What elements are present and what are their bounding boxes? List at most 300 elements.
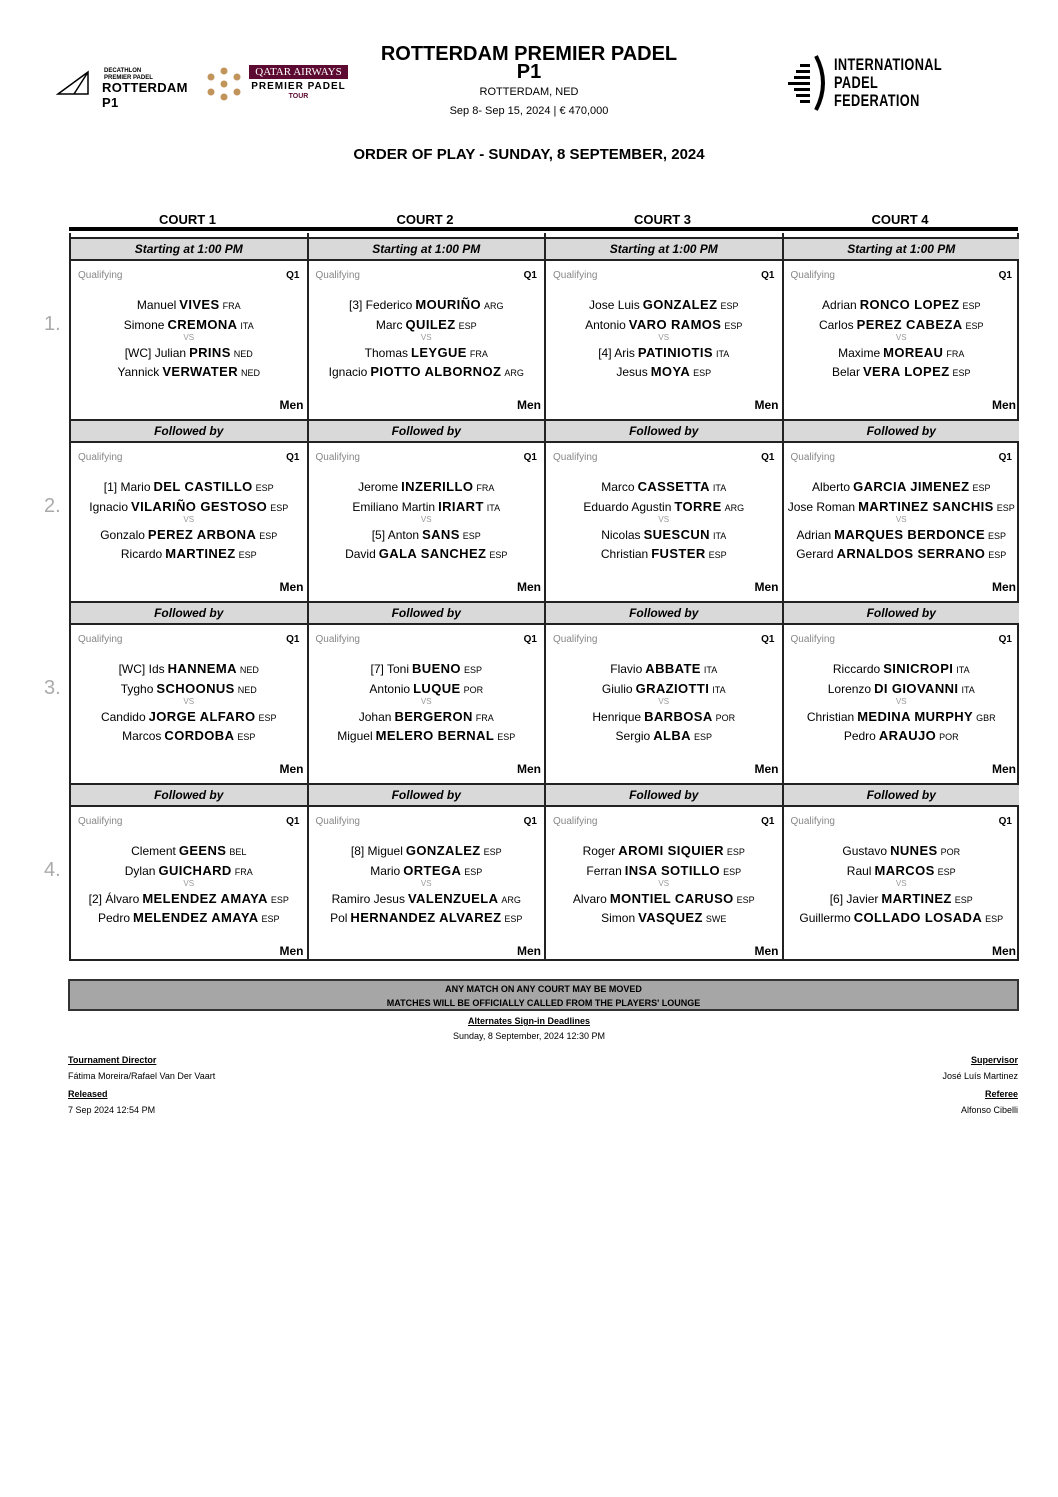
- ipf-ball-icon: [786, 54, 830, 112]
- player-first-name: Gustavo: [842, 844, 888, 858]
- player-first-name: Emiliano Martin: [352, 500, 436, 514]
- draw-type: Qualifying: [553, 816, 598, 827]
- followed-by-bar: Followed by: [71, 419, 307, 443]
- tournament-dates-prize: Sep 8- Sep 15, 2024 | € 470,000: [449, 105, 609, 117]
- player-first-name: Ricardo: [120, 547, 163, 561]
- player-nationality: ESP: [458, 321, 477, 331]
- player-first-name: Federico: [365, 298, 413, 312]
- followed-by-bar: Followed by: [546, 419, 782, 443]
- vs-label: VS: [183, 515, 195, 524]
- player-nationality: ESP: [726, 847, 745, 857]
- player-nationality: ITA: [712, 685, 726, 695]
- player-last-name: ARAUJO: [878, 728, 937, 743]
- player-first-name: Henrique: [592, 710, 642, 724]
- category-label: Men: [517, 944, 541, 958]
- category-label: Men: [517, 398, 541, 412]
- match-cell[interactable]: [71, 443, 307, 601]
- player-first-name: Miguel: [367, 844, 403, 858]
- player-nationality: ESP: [954, 895, 973, 905]
- player-first-name: Thomas: [364, 346, 408, 360]
- player-nationality: ESP: [962, 301, 981, 311]
- round-label: Q1: [998, 452, 1012, 463]
- vs-label: VS: [658, 879, 670, 888]
- round-label: Q1: [286, 270, 300, 281]
- player-first-name: Antonio: [369, 682, 411, 696]
- starting-time-bar: Starting at 1:00 PM: [71, 237, 307, 261]
- match-cell[interactable]: [309, 443, 545, 601]
- player-nationality: ESP: [996, 503, 1015, 513]
- player-line: [309, 709, 545, 724]
- player-last-name: MARTINEZ SANCHIS: [858, 499, 994, 514]
- player-first-name: Tygho: [120, 682, 154, 696]
- player-nationality: ESP: [720, 301, 739, 311]
- round-label: Q1: [761, 452, 775, 463]
- followed-by-bar: Followed by: [784, 601, 1020, 625]
- player-line: [784, 843, 1020, 858]
- player-nationality: ITA: [712, 483, 727, 493]
- player-line: [546, 728, 782, 743]
- player-first-name: Pedro: [843, 729, 876, 743]
- player-last-name: AROMI SIQUIER: [618, 843, 724, 858]
- player-last-name: SINICROPI: [883, 661, 954, 676]
- draw-type: Qualifying: [78, 816, 123, 827]
- player-first-name: Roger: [582, 844, 616, 858]
- player-last-name: HANNEMA: [167, 661, 237, 676]
- player-last-name: TORRE: [674, 499, 722, 514]
- player-line: [546, 709, 782, 724]
- player-nationality: ESP: [255, 483, 274, 493]
- player-first-name: Marcos: [122, 729, 162, 743]
- player-first-name: Ignacio: [89, 500, 128, 514]
- player-last-name: CORDOBA: [164, 728, 235, 743]
- category-label: Men: [754, 762, 779, 776]
- court-header: COURT 2: [396, 212, 454, 227]
- logo-text: DECATHLON: [104, 68, 142, 74]
- vs-label: VS: [420, 515, 432, 524]
- round-label: Q1: [998, 816, 1012, 827]
- player-first-name: Ignacio: [328, 365, 368, 379]
- player-first-name: Candido: [100, 710, 146, 724]
- player-line: [784, 661, 1020, 676]
- round-label: Q1: [286, 452, 300, 463]
- player-nationality: ESP: [504, 914, 523, 924]
- alternates-title: Alternates Sign-in Deadlines: [467, 1016, 591, 1026]
- player-last-name: SANS: [422, 527, 460, 542]
- player-nationality: ITA: [703, 665, 718, 675]
- player-first-name: Dylan: [124, 864, 156, 878]
- match-cell[interactable]: [546, 625, 782, 783]
- player-last-name: MARTINEZ: [881, 891, 952, 906]
- player-first-name: Raul: [846, 864, 872, 878]
- player-first-name: Adrian: [796, 528, 832, 542]
- player-nationality: ITA: [712, 531, 727, 541]
- followed-by-bar: Followed by: [71, 783, 307, 807]
- player-line: [546, 499, 782, 514]
- player-nationality: FRA: [475, 713, 494, 723]
- player-nationality: ARG: [504, 368, 524, 378]
- player-first-name: Pol: [330, 911, 348, 925]
- column-divider: [782, 233, 784, 961]
- player-last-name: MARCOS: [874, 863, 935, 878]
- player-last-name: MELENDEZ AMAYA: [133, 910, 259, 925]
- player-first-name: Álvaro: [105, 892, 140, 906]
- player-first-name: Anton: [387, 528, 420, 542]
- player-last-name: GRAZIOTTI: [635, 681, 710, 696]
- player-line: [309, 863, 545, 878]
- player-first-name: Nicolas: [601, 528, 641, 542]
- round-label: Q1: [523, 270, 537, 281]
- court-header: COURT 3: [633, 212, 692, 227]
- player-nationality: POR: [940, 847, 961, 857]
- match-cell[interactable]: [71, 625, 307, 783]
- player-last-name: PATINIOTIS: [637, 345, 713, 360]
- player-first-name: Belar: [831, 365, 860, 379]
- player-nationality: BEL: [229, 847, 247, 857]
- player-first-name: Ids: [148, 662, 165, 676]
- player-first-name: Giulio: [601, 682, 633, 696]
- player-last-name: VIVES: [179, 297, 220, 312]
- player-line: [71, 910, 307, 925]
- player-line: [784, 499, 1020, 514]
- notice-line: ANY MATCH ON ANY COURT MAY BE MOVED: [445, 984, 642, 994]
- player-last-name: INZERILLO: [401, 479, 474, 494]
- match-cell[interactable]: [71, 807, 307, 965]
- vs-label: VS: [895, 515, 907, 524]
- player-nationality: ESP: [965, 321, 984, 331]
- player-nationality: NED: [239, 665, 259, 675]
- player-nationality: ESP: [463, 665, 482, 675]
- player-nationality: POR: [715, 713, 736, 723]
- player-last-name: SCHOONUS: [156, 681, 235, 696]
- player-last-name: VASQUEZ: [638, 910, 703, 925]
- player-last-name: CREMONA: [167, 317, 238, 332]
- player-line: [546, 910, 782, 925]
- alternates-deadline: Sunday, 8 September, 2024 12:30 PM: [453, 1031, 605, 1041]
- player-line: [546, 661, 782, 676]
- player-seed: [5]: [371, 528, 386, 542]
- vs-label: VS: [895, 879, 907, 888]
- round-label: Q1: [523, 634, 537, 645]
- player-line: [546, 863, 782, 878]
- category-label: Men: [517, 580, 541, 594]
- released-label: Released: [68, 1089, 108, 1099]
- draw-type: Qualifying: [790, 270, 835, 281]
- player-first-name: Jose Luis: [589, 298, 640, 312]
- match-cell[interactable]: [546, 443, 782, 601]
- category-label: Men: [992, 580, 1016, 594]
- player-last-name: DI GIOVANNI: [874, 681, 959, 696]
- category-label: Men: [754, 580, 779, 594]
- draw-type: Qualifying: [315, 634, 360, 645]
- player-line: [309, 546, 545, 561]
- match-cell[interactable]: [309, 261, 545, 419]
- player-last-name: MEDINA MURPHY: [857, 709, 974, 724]
- player-nationality: ITA: [956, 665, 970, 675]
- player-last-name: LEYGUE: [411, 345, 467, 360]
- player-first-name: Toni: [386, 662, 409, 676]
- player-line: [309, 479, 545, 494]
- player-line: [784, 863, 1020, 878]
- round-label: Q1: [998, 270, 1012, 281]
- followed-by-bar: Followed by: [309, 601, 545, 625]
- player-first-name: Gerard: [796, 547, 834, 561]
- player-last-name: MOURIÑO: [415, 297, 481, 312]
- player-first-name: Christian: [806, 710, 855, 724]
- draw-type: Qualifying: [78, 452, 123, 463]
- player-first-name: Riccardo: [832, 662, 881, 676]
- player-line: [71, 317, 307, 332]
- match-cell[interactable]: [71, 261, 307, 419]
- player-line: [784, 345, 1020, 360]
- ipf-line: FEDERATION: [834, 91, 920, 110]
- player-line: [784, 709, 1020, 724]
- player-first-name: Clement: [131, 844, 176, 858]
- match-cell[interactable]: [784, 625, 1020, 783]
- logo-text: PREMIER PADEL: [104, 75, 153, 81]
- qatar-airways-logo: QATAR AIRWAYS: [249, 65, 348, 79]
- player-last-name: VERA LOPEZ: [862, 364, 950, 379]
- player-line: [784, 681, 1020, 696]
- player-line: [784, 910, 1020, 925]
- player-last-name: NUNES: [890, 843, 938, 858]
- player-nationality: ESP: [261, 914, 280, 924]
- player-nationality: ESP: [270, 895, 289, 905]
- player-last-name: MOREAU: [883, 345, 944, 360]
- player-last-name: VILARIÑO GESTOSO: [131, 499, 268, 514]
- starting-time-bar: Starting at 1:00 PM: [546, 237, 782, 261]
- category-label: Men: [992, 944, 1016, 958]
- player-seed: [1]: [103, 480, 118, 494]
- player-first-name: Gonzalo: [100, 528, 145, 542]
- player-nationality: ESP: [952, 368, 971, 378]
- round-label: Q1: [286, 816, 300, 827]
- court-header: COURT 4: [871, 212, 929, 227]
- player-line: [309, 499, 545, 514]
- court-header: COURT 1: [158, 212, 217, 227]
- player-line: [309, 843, 545, 858]
- player-last-name: MELENDEZ AMAYA: [142, 891, 268, 906]
- logo-text: ROTTERDAM P1: [102, 80, 188, 110]
- court-headers: [69, 212, 1018, 231]
- match-cell[interactable]: [309, 807, 545, 965]
- player-line: [71, 364, 307, 379]
- player-last-name: ALBA: [653, 728, 691, 743]
- row-number: 2.: [44, 495, 61, 517]
- player-first-name: Alberto: [812, 480, 851, 494]
- player-first-name: Manuel: [136, 298, 177, 312]
- player-nationality: ESP: [693, 732, 712, 742]
- player-first-name: Sergio: [615, 729, 651, 743]
- followed-by-bar: Followed by: [309, 783, 545, 807]
- starting-time-bar: Starting at 1:00 PM: [784, 237, 1020, 261]
- player-first-name: Mario: [370, 864, 401, 878]
- row-number: 1.: [44, 313, 61, 335]
- player-last-name: GUICHARD: [158, 863, 232, 878]
- player-first-name: Simone: [123, 318, 165, 332]
- match-cell[interactable]: [784, 261, 1020, 419]
- player-line: [546, 843, 782, 858]
- draw-type: Qualifying: [790, 452, 835, 463]
- released-time: 7 Sep 2024 12:54 PM: [68, 1105, 156, 1115]
- draw-type: Qualifying: [790, 634, 835, 645]
- player-seed: [2]: [88, 892, 102, 906]
- match-cell[interactable]: [784, 443, 1020, 601]
- player-nationality: NED: [237, 685, 257, 695]
- player-last-name: GALA SANCHEZ: [378, 546, 487, 561]
- player-line: [309, 317, 545, 332]
- player-first-name: Javier: [846, 892, 879, 906]
- match-cell[interactable]: [546, 261, 782, 419]
- player-last-name: PRINS: [189, 345, 231, 360]
- player-line: [309, 681, 545, 696]
- player-line: [309, 910, 545, 925]
- player-line: [546, 297, 782, 312]
- player-first-name: Jerome: [358, 480, 399, 494]
- player-last-name: MELERO BERNAL: [375, 728, 495, 743]
- player-line: [71, 891, 307, 906]
- vs-label: VS: [895, 333, 907, 342]
- category-label: Men: [754, 398, 779, 412]
- draw-type: Qualifying: [315, 816, 360, 827]
- player-first-name: Alvaro: [572, 892, 607, 906]
- player-first-name: Marc: [375, 318, 403, 332]
- player-seed: [WC]: [118, 662, 146, 676]
- followed-by-bar: Followed by: [71, 601, 307, 625]
- draw-type: Qualifying: [315, 452, 360, 463]
- player-first-name: Ramiro Jesus: [331, 892, 405, 906]
- player-line: [309, 661, 545, 676]
- category-label: Men: [517, 762, 541, 776]
- player-nationality: ESP: [724, 321, 743, 331]
- followed-by-bar: Followed by: [546, 601, 782, 625]
- player-line: [71, 297, 307, 312]
- player-first-name: Marco: [601, 480, 635, 494]
- draw-type: Qualifying: [78, 634, 123, 645]
- match-cell[interactable]: [546, 807, 782, 965]
- player-first-name: Mario: [120, 480, 151, 494]
- player-nationality: ARG: [484, 301, 504, 311]
- match-cell[interactable]: [309, 625, 545, 783]
- player-line: [784, 728, 1020, 743]
- player-line: [784, 479, 1020, 494]
- player-line: [71, 479, 307, 494]
- player-first-name: Maxime: [838, 346, 881, 360]
- player-last-name: PIOTTO ALBORNOZ: [370, 364, 502, 379]
- player-nationality: POR: [939, 732, 959, 742]
- player-nationality: ESP: [988, 531, 1007, 541]
- player-line: [309, 728, 545, 743]
- followed-by-bar: Followed by: [546, 783, 782, 807]
- category-label: Men: [279, 398, 304, 412]
- draw-type: Qualifying: [553, 634, 598, 645]
- player-first-name: Adrian: [822, 298, 857, 312]
- player-last-name: IRIART: [438, 499, 484, 514]
- vs-label: VS: [183, 879, 195, 888]
- player-line: [71, 527, 307, 542]
- ipf-logo-text: [834, 56, 942, 110]
- player-line: [546, 345, 782, 360]
- player-line: [309, 345, 545, 360]
- player-nationality: ESP: [937, 867, 956, 877]
- order-of-play-title: ORDER OF PLAY - SUNDAY, 8 SEPTEMBER, 2024: [353, 146, 705, 163]
- player-nationality: ESP: [270, 503, 289, 513]
- player-line: [784, 317, 1020, 332]
- player-line: [71, 546, 307, 561]
- player-nationality: ESP: [723, 867, 742, 877]
- vs-label: VS: [420, 879, 432, 888]
- player-last-name: VALENZUELA: [407, 891, 499, 906]
- player-last-name: BERGERON: [394, 709, 473, 724]
- player-last-name: MONTIEL CARUSO: [609, 891, 734, 906]
- player-nationality: ESP: [693, 368, 712, 378]
- round-label: Q1: [761, 634, 775, 645]
- player-line: [784, 297, 1020, 312]
- vs-label: VS: [658, 697, 670, 706]
- player-last-name: MARQUES BERDONCE: [834, 527, 986, 542]
- player-last-name: GEENS: [178, 843, 227, 858]
- vs-label: VS: [895, 697, 907, 706]
- tour-label: TOUR: [288, 93, 309, 100]
- player-last-name: PEREZ CABEZA: [856, 317, 963, 332]
- column-divider: [544, 233, 546, 961]
- player-line: [71, 709, 307, 724]
- player-last-name: SUESCUN: [643, 527, 710, 542]
- player-line: [546, 527, 782, 542]
- player-first-name: Eduardo Agustin: [583, 500, 672, 514]
- player-nationality: ESP: [736, 895, 755, 905]
- player-last-name: ARNALDOS SERRANO: [836, 546, 986, 561]
- player-nationality: ARG: [724, 503, 745, 513]
- player-line: [71, 863, 307, 878]
- player-line: [71, 843, 307, 858]
- referee-name: Alfonso Cibelli: [960, 1105, 1018, 1115]
- player-last-name: ORTEGA: [403, 863, 462, 878]
- notice-banner: [68, 979, 1019, 1011]
- category-label: Men: [279, 580, 304, 594]
- player-last-name: FUSTER: [651, 546, 706, 561]
- player-first-name: Jesus: [616, 365, 648, 379]
- player-nationality: ESP: [238, 550, 257, 560]
- player-first-name: Lorenzo: [827, 682, 872, 696]
- player-line: [546, 546, 782, 561]
- player-first-name: Yannick: [117, 365, 160, 379]
- row-number: 4.: [44, 859, 61, 881]
- player-last-name: GONZALEZ: [642, 297, 718, 312]
- vs-label: VS: [420, 333, 432, 342]
- vs-label: VS: [183, 333, 195, 342]
- schedule-grid: [69, 233, 1019, 961]
- vs-label: VS: [420, 697, 432, 706]
- player-nationality: GBR: [976, 713, 996, 723]
- player-first-name: Guillermo: [799, 911, 851, 925]
- player-line: [546, 364, 782, 379]
- referee-label: Referee: [984, 1089, 1018, 1099]
- player-last-name: BUENO: [412, 661, 461, 676]
- player-line: [784, 891, 1020, 906]
- player-nationality: ESP: [462, 531, 481, 541]
- player-first-name: Jose Roman: [787, 500, 856, 514]
- round-label: Q1: [761, 270, 775, 281]
- player-last-name: MARTINEZ: [165, 546, 236, 561]
- match-cell[interactable]: [784, 807, 1020, 965]
- player-first-name: Flavio: [610, 662, 643, 676]
- player-nationality: POR: [463, 685, 484, 695]
- player-first-name: Christian: [600, 547, 649, 561]
- player-line: [71, 661, 307, 676]
- player-nationality: ESP: [988, 550, 1007, 560]
- player-line: [546, 317, 782, 332]
- player-nationality: ESP: [483, 847, 502, 857]
